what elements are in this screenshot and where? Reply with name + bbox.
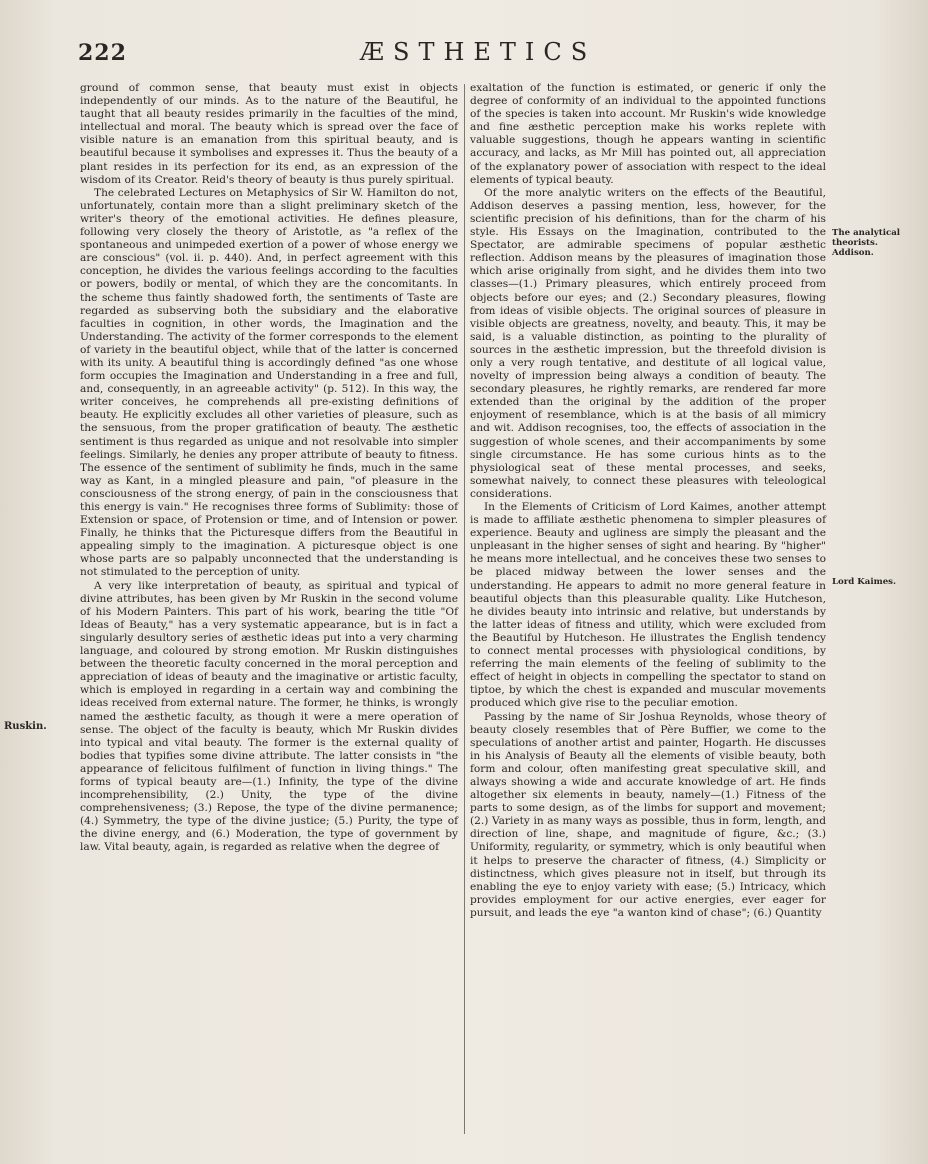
paragraph: In the Elements of Criticism of Lord Kaimes, another attempt is made to affiliate æsthetic phenomena to simpler pleasures of experience. Beauty and ugliness are simply the pleasant and the unpleasant in the higher senses of sight and hearing. By "higher" he means more intellectual, and he conceives these two senses to be placed midway between the lower senses and the understanding. He appears to admit no more general feature in beautiful objects than this pleasurable quality. Like Hutcheson, he divides beauty into intrinsic and relative, but understands by the latter ideas of fitness and utility, which were excluded from the Beautiful by Hutcheson. He illustrates the English tendency to connect mental processes with physiological conditions, by referring the main elements of the feeling of sublimity to the effect of height in objects in compelling the spectator to stand on tiptoe, by which the chest is expanded and muscular movements produced which give rise to the peculiar emotion. <box>470 501 826 710</box>
paragraph: The celebrated Lectures on Metaphysics of Sir W. Hamilton do not, unfortunately, contain more than a slight preliminary sketch of the writer's theory of the emotional activities. He defines pleasure, following very closely the theory of Aristotle, as "a reflex of the spontaneous and unimpeded exertion of a power of whose energy we are conscious" (vol. ii. p. 440). And, in perfect agreement with this conception, he divides the various feelings according to the faculties or powers, bodily or mental, of which they are the concomitants. In the scheme thus faintly shadowed forth, the sentiments of Taste are regarded as subserving both the subsidiary and the elaborative faculties in cognition, in other words, the Imagination and the Understanding. The activity of the former corresponds to the element of variety in the beautiful object, while that of the latter is concerned with its unity. A beautiful thing is accordingly defined "as one whose form occupies the Imagination and Understanding in a free and full, and, consequently, in an agreeable activity" (p. 512). In this way, the writer conceives, he comprehends all pre-existing definitions of beauty. He explicitly excludes all other varieties of pleasure, such as the sensuous, from the proper gratification of beauty. The æsthetic sentiment is thus regarded as unique and not resolvable into simpler feelings. Similarly, he denies any proper attribute of beauty to fitness. The essence of the sentiment of sublimity he finds, much in the same way as Kant, in a mingled pleasure and pain, "of pleasure in the consciousness of the strong energy, of pain in the consciousness that this energy is vain." He recognises three forms of Sublimity: those of Extension or space, of Protension or time, and of Intension or power. Finally, he thinks that the Picturesque differs from the Beautiful in appealing simply to the imagination. A picturesque object is one whose parts are so palpably unconnected that the understanding is not stimulated to the perception of unity. <box>80 186 458 579</box>
page-header <box>78 36 858 70</box>
paragraph: Passing by the name of Sir Joshua Reynolds, whose theory of beauty closely resembles that of Père Buffier, we come to the speculations of another artist and painter, Hogarth. He discusses in his Analysis of Beauty all the elements of visible beauty, both form and colour, often manifesting great speculative skill, and always showing a wide and accurate knowledge of art. He finds altogether six elements in beauty, namely—(1.) Fitness of the parts to some design, as of the limbs for support and movement; (2.) Variety in as many ways as possible, thus in form, length, and direction of line, shape, and magnitude of figure, &c.; (3.) Uniformity, regularity, or symmetry, which is only beautiful when it helps to preserve the character of fitness, (4.) Simplicity or distinctness, which gives pleasure not in itself, but through its enabling the eye to enjoy variety with ease; (5.) Intricacy, which provides employment for our active energies, ever eager for pursuit, and leads the eye "a wanton kind of chase"; (6.) Quantity <box>470 710 826 919</box>
margin-note-kaimes: Lord Kaimes. <box>832 577 896 587</box>
paragraph: ground of common sense, that beauty must exist in objects independently of our minds. As to the nature of the Beautiful, he taught that all beauty resides primarily in the faculties of the mind, intellectual and moral. The beauty which is spread over the face of visible nature is an emanation from this spiritual beauty, and is beautiful because it symbolises and expresses it. Thus the beauty of a plant resides in its perfection for its end, as an expression of the wisdom of its Creator. Reid's theory of beauty is thus purely spiritual. <box>80 82 458 186</box>
paragraph: A very like interpretation of beauty, as spiritual and typical of divine attributes, has been given by Mr Ruskin in the second volume of his Modern Painters. This part of his work, bearing the title "Of Ideas of Beauty," has a very systematic appearance, but is in fact a singularly desultory series of æsthetic ideas put into a very charming language, and coloured by strong emotion. Mr Ruskin distinguishes between the theoretic faculty concerned in the moral perception and appreciation of ideas of beauty and the imaginative or artistic faculty, which is employed in regarding in a certain way and combining the ideas received from external nature. The former, he thinks, is wrongly named the æsthetic faculty, as though it were a mere operation of sense. The object of the faculty is beauty, which Mr Ruskin divides into typical and vital beauty. The former is the external quality of bodies that typifies some divine attribute. The latter consists in "the appearance of felicitous fulfilment of function in living things." The forms of typical beauty are—(1.) Infinity, the type of the divine incomprehensibility, (2.) Unity, the type of the divine comprehensiveness; (3.) Repose, the type of the divine permanence; (4.) Symmetry, the type of the divine justice; (5.) Purity, the type of the divine energy, and (6.) Moderation, the type of government by law. Vital beauty, again, is regarded as relative when the degree of <box>80 579 458 854</box>
paragraph: Of the more analytic writers on the effects of the Beautiful, Addison deserves a passing mention, less, however, for the scientific precision of his definitions, than for the charm of his style. His Essays on the Imagination, contributed to the Spectator, are admirable specimens of popular æsthetic reflection. Addison means by the pleasures of imagination those which arise originally from sight, and he divides them into two classes—(1.) Primary pleasures, which entirely proceed from objects before our eyes; and (2.) Secondary pleasures, flowing from ideas of visible objects. The original sources of pleasure in visible objects are greatness, novelty, and beauty. This, it may be said, is a valuable distinction, as pointing to the plurality of sources in the æsthetic impression, but the threefold division is only a very rough tentative, and destitute of all logical value, novelty of impression being always a condition of beauty. The secondary pleasures, he rightly remarks, are rendered far more extended than the original by the addition of the proper enjoyment of resemblance, which is at the basis of all mimicry and wit. Addison recognises, too, the effects of association in the suggestion of whole scenes, and their accompaniments by some single circumstance. He has some curious hints as to the physiological seat of these mental processes, and seeks, somewhat naively, to connect these pleasures with teleological considerations. <box>470 186 826 500</box>
left-column <box>80 82 458 855</box>
margin-note-analytic: The analytical theorists. Addison. <box>832 228 901 258</box>
running-title: ÆSTHETICS <box>360 38 597 66</box>
margin-note-ruskin: Ruskin. <box>4 721 47 732</box>
right-column <box>470 82 826 920</box>
paragraph: exaltation of the function is estimated, or generic if only the degree of conformity of an individual to the appointed functions of the species is taken into account. Mr Ruskin's wide knowledge and fine æsthetic perception make his works replete with valuable suggestions, though he appears wanting in scientific accuracy, and lacks, as Mr Mill has pointed out, all appreciation of the explanatory power of association with respect to the ideal elements of typical beauty. <box>470 82 826 186</box>
column-divider <box>464 84 465 1134</box>
page-number: 222 <box>78 40 127 66</box>
